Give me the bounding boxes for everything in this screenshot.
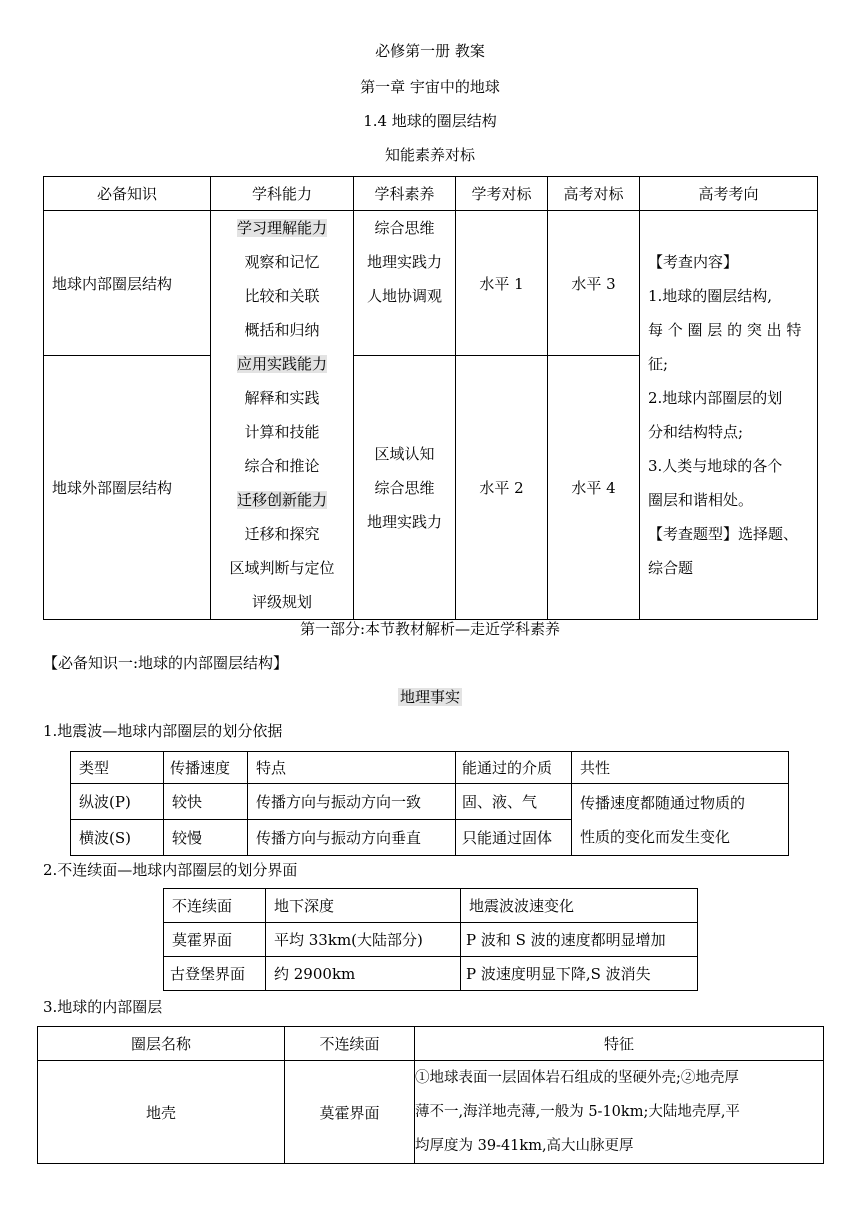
header-cell: 共性 [572, 752, 789, 784]
literacy-item: 人地协调观 [366, 287, 442, 305]
ability-item: 迁移和探究 [244, 525, 320, 543]
ability-item: 计算和技能 [244, 423, 320, 441]
inner-sphere-table [37, 1026, 824, 1164]
direction-line: 2.地球内部圈层的划 [648, 389, 783, 407]
ability-item: 解释和实践 [244, 389, 320, 407]
ability-category: 迁移创新能力 [236, 491, 327, 509]
cell: P 波和 S 波的速度都明显增加 [461, 923, 698, 957]
header-cell: 不连续面 [285, 1027, 415, 1061]
cell: 较快 [164, 784, 248, 820]
table-header-row [164, 889, 698, 923]
direction-line: 分和结构特点; [648, 423, 744, 441]
section-title: 1.4 地球的圈层结构 [363, 112, 497, 130]
direction-line: 圈层和谐相处。 [648, 491, 754, 509]
direction-line: 每 个 圈 层 的 突 出 特 [648, 321, 802, 339]
ability-cell [211, 211, 354, 620]
ability-category: 应用实践能力 [236, 355, 327, 373]
surface-cell: 莫霍界面 [285, 1061, 415, 1164]
book-title: 必修第一册 教案 [375, 42, 485, 60]
cell: 约 2900km [266, 957, 461, 991]
header-cell: 高考对标 [548, 177, 640, 211]
table-header-row [71, 752, 789, 784]
cell: 横波(S) [71, 820, 164, 856]
header-cell: 学考对标 [456, 177, 548, 211]
discontinuity-table [163, 888, 698, 991]
subtitle: 知能素养对标 [384, 146, 475, 164]
table-row [164, 923, 698, 957]
literacy-item: 地理实践力 [366, 512, 442, 531]
ability-item: 综合和推论 [244, 457, 320, 475]
knowledge-cell: 地球内部圈层结构 [44, 211, 211, 356]
cell: 传播方向与振动方向一致 [248, 784, 456, 820]
feature-line: ①地球表面一层固体岩石组成的坚硬外壳;②地壳厚 [415, 1070, 739, 1086]
facts-heading: 地理事实 [399, 688, 460, 706]
common-line: 传播速度都随通过物质的 [580, 793, 746, 812]
table-row [44, 211, 818, 356]
cell: 只能通过固体 [456, 820, 572, 856]
sphere-name-cell: 地壳 [38, 1061, 285, 1164]
part-heading: 第一部分:本节教材解析—走近学科素养 [299, 620, 561, 638]
header-cell: 特征 [415, 1027, 824, 1061]
cell: 传播方向与振动方向垂直 [248, 820, 456, 856]
header-cell: 不连续面 [164, 889, 266, 923]
xuekao-cell: 水平 1 [456, 211, 548, 356]
knowledge-cell: 地球外部圈层结构 [44, 356, 211, 620]
ability-item: 评级规划 [251, 593, 312, 611]
direction-line: 3.人类与地球的各个 [648, 457, 783, 475]
direction-line: 【考查内容】 [648, 253, 739, 271]
header-cell: 学科素养 [354, 177, 456, 211]
common-line: 性质的变化而发生变化 [580, 827, 731, 846]
literacy-item: 综合思维 [374, 219, 435, 237]
competency-table [43, 176, 818, 620]
direction-cell [640, 211, 818, 620]
section-title: 3.地球的内部圈层 [43, 998, 163, 1016]
cell: 固、液、气 [456, 784, 572, 820]
gaokao-cell: 水平 3 [548, 211, 640, 356]
literacy-item: 综合思维 [374, 478, 435, 497]
ability-item: 观察和记忆 [244, 253, 320, 271]
cell: P 波速度明显下降,S 波消失 [461, 957, 698, 991]
gaokao-cell: 水平 4 [548, 356, 640, 620]
direction-line: 征; [648, 355, 669, 373]
header-cell: 地下深度 [266, 889, 461, 923]
literacy-item: 地理实践力 [366, 253, 442, 271]
header-cell: 地震波波速变化 [461, 889, 698, 923]
direction-line: 1.地球的圈层结构, [648, 287, 773, 305]
literacy-item: 区域认知 [374, 444, 435, 463]
feature-line: 薄不一,海洋地壳薄,一般为 5-10km;大陆地壳厚,平 [415, 1104, 740, 1120]
table-row [71, 784, 789, 820]
table-row [164, 957, 698, 991]
feature-cell [415, 1061, 824, 1164]
header-cell: 能通过的介质 [456, 752, 572, 784]
table-header-row [38, 1027, 824, 1061]
section-title: 1.地震波—地球内部圈层的划分依据 [43, 722, 283, 740]
literacy-cell [354, 356, 456, 620]
seismic-wave-table [70, 751, 789, 856]
header-cell: 必备知识 [44, 177, 211, 211]
common-cell [572, 784, 789, 856]
header-cell: 高考考向 [640, 177, 818, 211]
header-cell: 圈层名称 [38, 1027, 285, 1061]
ability-item: 概括和归纳 [244, 321, 320, 339]
knowledge-heading: 【必备知识一:地球的内部圈层结构】 [43, 654, 289, 672]
section-title: 2.不连续面—地球内部圈层的划分界面 [43, 861, 298, 879]
table-header-row [44, 177, 818, 211]
cell: 平均 33km(大陆部分) [266, 923, 461, 957]
header-cell: 传播速度 [164, 752, 248, 784]
ability-item: 比较和关联 [244, 287, 320, 305]
cell: 纵波(P) [71, 784, 164, 820]
literacy-cell [354, 211, 456, 356]
table-row [38, 1061, 824, 1164]
xuekao-cell: 水平 2 [456, 356, 548, 620]
ability-item: 区域判断与定位 [229, 559, 335, 577]
ability-category: 学习理解能力 [236, 219, 327, 237]
direction-line: 【考查题型】选择题、 [648, 525, 799, 543]
feature-line: 均厚度为 39-41km,高大山脉更厚 [415, 1138, 634, 1154]
header-cell: 学科能力 [211, 177, 354, 211]
cell: 古登堡界面 [164, 957, 266, 991]
header-cell: 类型 [71, 752, 164, 784]
header-cell: 特点 [248, 752, 456, 784]
cell: 莫霍界面 [164, 923, 266, 957]
direction-line: 综合题 [648, 559, 694, 577]
chapter-title: 第一章 宇宙中的地球 [360, 78, 500, 96]
cell: 较慢 [164, 820, 248, 856]
